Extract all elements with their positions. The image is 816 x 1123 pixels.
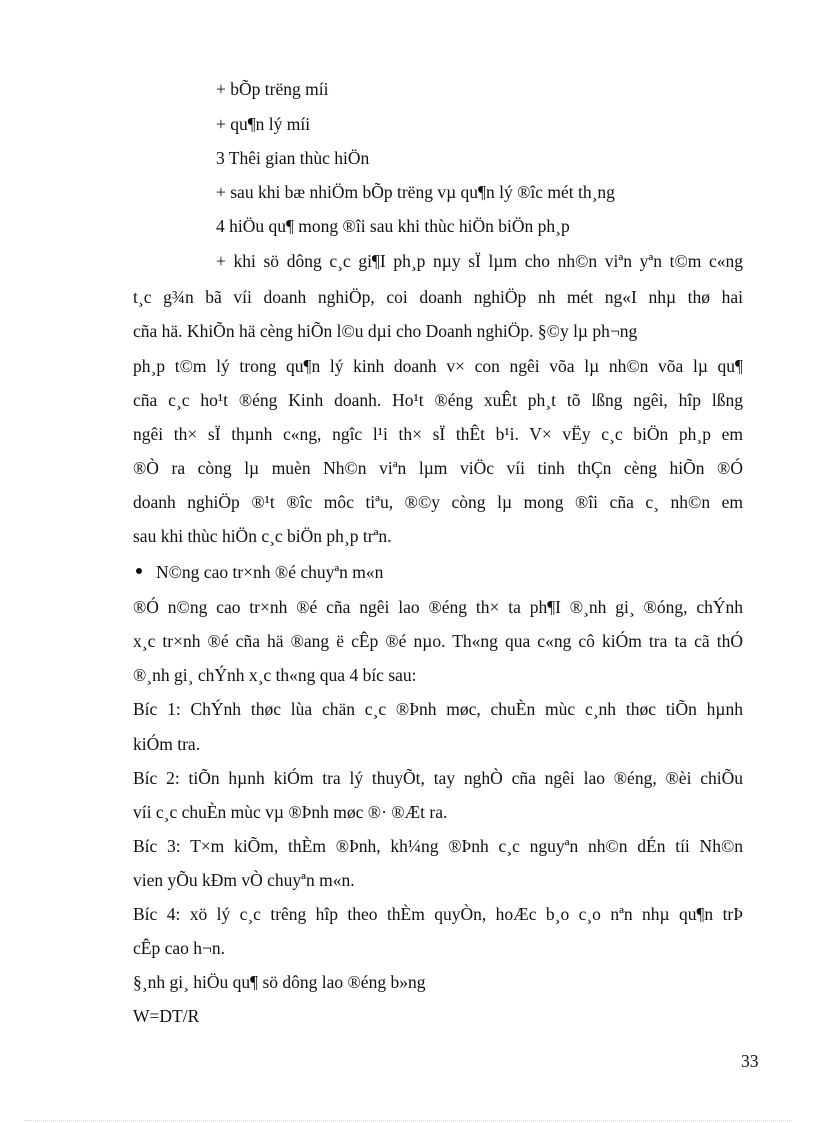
text-line: Bíc 1: ChÝnh thøc lùa chän c¸c ®Þnh møc, chuÈn mùc c¸nh thøc tiÕn hµnh — [133, 699, 743, 719]
page-number: 33 — [741, 1051, 759, 1071]
text-line: ph¸p t©m lý trong qu¶n lý kinh doanh v× con ngêi võa lµ nh©n võa lµ qu¶ — [133, 356, 743, 376]
text-line: cña c¸c ho¹t ®éng Kinh doanh. Ho¹t ®éng xuÊt ph¸t tõ lßng ngêi, hîp lßng — [133, 390, 743, 410]
text-line: ®Ó n©ng cao tr×nh ®é cña ngêi lao ®éng th× ta ph¶I ®¸nh gi¸ ®óng, chÝnh — [133, 597, 743, 617]
text-line: ®¸nh gi¸ chÝnh x¸c th«ng qua 4 bíc sau: — [133, 665, 417, 685]
footer-divider — [24, 1120, 792, 1121]
text-line: cña hä. KhiÕn hä cèng hiÕn l©u dµi cho Doanh nghiÖp. §©y lµ ph¬ng — [133, 321, 638, 341]
text-line: §¸nh gi¸ hiÖu qu¶ sö dông lao ®éng b»ng — [133, 972, 426, 992]
text-line: doanh nghiÖp ®¹t ®îc môc tiªu, ®©y còng lµ mong ®îi cña c¸ nh©n em — [133, 492, 743, 512]
text-line: Bíc 3: T×m kiÕm, thÈm ®Þnh, kh¼ng ®Þnh c¸c nguyªn nh©n dÉn tíi Nh©n — [133, 836, 743, 856]
text-line: + sau khi bæ nhiÖm bÕp trëng vµ qu¶n lý ®îc mét th¸ng — [216, 182, 615, 202]
text-line: kiÓm tra. — [133, 734, 201, 754]
text-line: Bíc 4: xö lý c¸c trêng hîp theo thÈm quyÒn, hoÆc b¸o c¸o nªn nhµ qu¶n trÞ — [133, 904, 743, 924]
text-line: 4 hiÖu qu¶ mong ®îi sau khi thùc hiÖn biÖn ph¸p — [216, 216, 570, 236]
text-line: cÊp cao h¬n. — [133, 938, 225, 958]
text-line: víi c¸c chuÈn mùc vµ ®Þnh møc ®· ®Æt ra. — [133, 802, 448, 822]
text-line: + qu¶n lý míi — [216, 114, 311, 134]
text-line: t¸c g¾n bã víi doanh nghiÖp, coi doanh nghiÖp nh mét ng«I nhµ thø hai — [133, 287, 743, 307]
text-line: + khi sö dông c¸c gi¶I ph¸p nµy sÏ lµm cho nh©n viªn yªn t©m c«ng — [216, 251, 743, 271]
text-line: ngêi th× sÏ thµnh c«ng, ngîc l¹i th× sÏ thÊt b¹i. V× vËy c¸c biÖn ph¸p em — [133, 424, 743, 444]
text-line: x¸c tr×nh ®é cña hä ®ang ë cÊp ®é nµo. Th«ng qua c«ng cô kiÓm tra ta cã thÓ — [133, 631, 743, 651]
text-line: 3 Thêi gian thùc hiÖn — [216, 148, 370, 168]
text-line: + bÕp trëng míi — [216, 79, 329, 99]
formula-line: W=DT/R — [133, 1006, 200, 1026]
text-line: vien yÕu kÐm vÒ chuyªn m«n. — [133, 870, 355, 890]
bullet-heading: N©ng cao tr×nh ®é chuyªn m«n — [156, 562, 384, 582]
bullet-icon — [136, 568, 142, 574]
text-line: Bíc 2: tiÕn hµnh kiÓm tra lý thuyÕt, tay nghÒ cña ngêi lao ®éng, ®èi chiÕu — [133, 768, 743, 788]
text-line: ®Ò ra còng lµ muèn Nh©n viªn lµm viÖc víi tinh thÇn cèng hiÕn ®Ó — [133, 458, 743, 478]
text-line: sau khi thùc hiÖn c¸c biÖn ph¸p trªn. — [133, 526, 392, 546]
